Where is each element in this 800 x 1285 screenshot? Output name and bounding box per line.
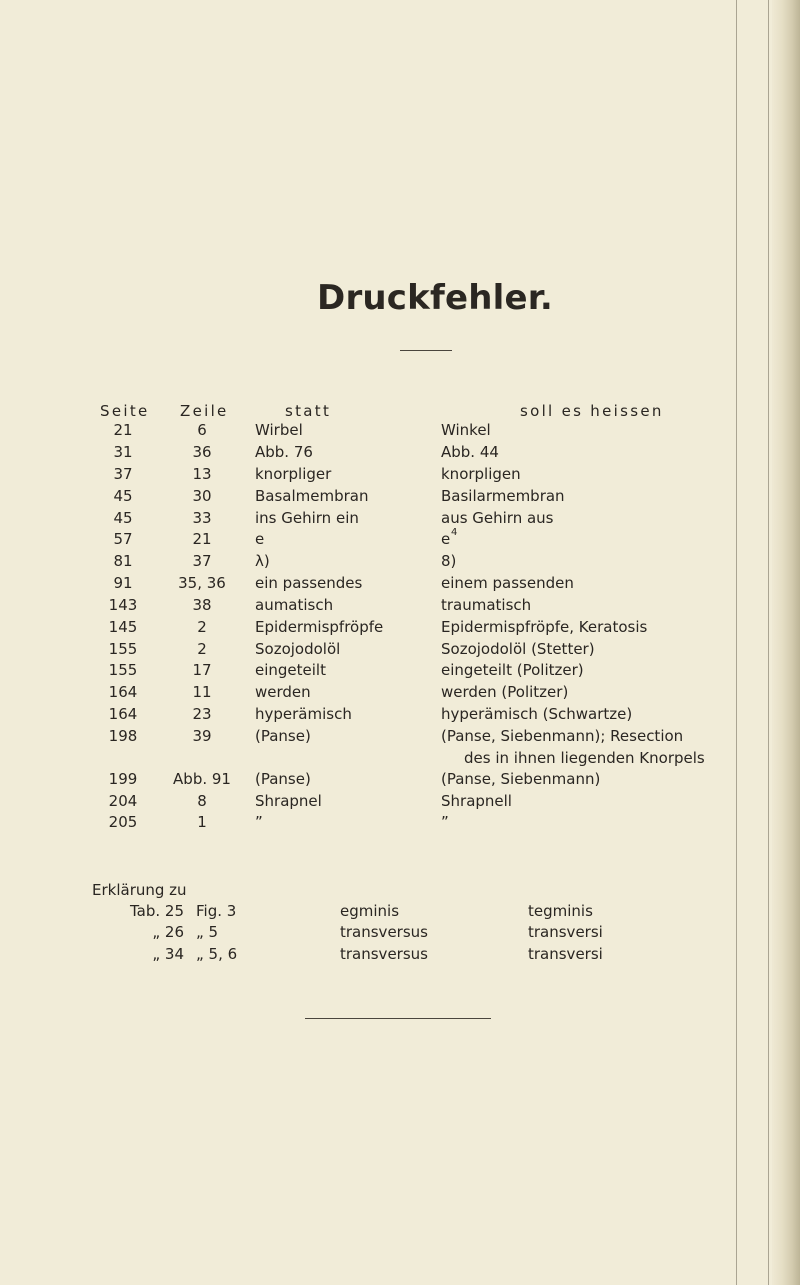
cell-instead: ein passendes <box>255 574 363 592</box>
cell-page: 91 <box>113 574 133 592</box>
cell-instead: e <box>255 530 265 548</box>
cell-instead: Wirbel <box>255 421 303 439</box>
cell-page: 143 <box>108 596 138 614</box>
cell-page: 31 <box>113 443 133 461</box>
cell-page: 155 <box>108 661 138 679</box>
erklaerung-heading: Erklärung zu <box>92 881 187 899</box>
cell-instead: eingeteilt <box>255 661 326 679</box>
cell-should: traumatisch <box>441 596 532 614</box>
cell-should: knorpligen <box>441 465 521 483</box>
cell-instead: ins Gehirn ein <box>255 509 359 527</box>
cell-should-continuation: des in ihnen liegenden Knorpels <box>464 749 705 767</box>
cell-line: 13 <box>192 465 212 483</box>
cell-line: 38 <box>192 596 212 614</box>
erklaerung-instead: egminis <box>340 902 400 920</box>
cell-should: Sozojodolöl (Stetter) <box>441 640 595 658</box>
cell-instead: (Panse) <box>255 727 311 745</box>
cell-should: (Panse, Siebenmann); Resection <box>441 727 684 745</box>
cell-should: einem passenden <box>441 574 574 592</box>
cell-instead: knorpliger <box>255 465 332 483</box>
cell-should: (Panse, Siebenmann) <box>441 770 601 788</box>
cell-page: 164 <box>108 683 138 701</box>
cell-line: 23 <box>192 705 212 723</box>
header-instead: statt <box>285 402 332 420</box>
cell-line: 2 <box>197 618 207 636</box>
cell-line: 11 <box>192 683 212 701</box>
cell-line: Abb. 91 <box>173 770 231 788</box>
cell-line: 33 <box>192 509 212 527</box>
title-rule <box>400 350 452 351</box>
cell-instead: λ) <box>255 552 270 570</box>
cell-instead: Epidermispfröpfe <box>255 618 384 636</box>
cell-instead: werden <box>255 683 311 701</box>
erklaerung-tab: „ 26 <box>152 923 184 941</box>
cell-line: 30 <box>192 487 212 505</box>
page-edge-line-2 <box>768 0 769 1285</box>
cell-instead: (Panse) <box>255 770 311 788</box>
cell-line: 36 <box>192 443 212 461</box>
cell-instead: hyperämisch <box>255 705 352 723</box>
cell-page: 164 <box>108 705 138 723</box>
cell-page: 37 <box>113 465 133 483</box>
erklaerung-fig: „ 5 <box>196 923 219 941</box>
cell-page: 81 <box>113 552 133 570</box>
page-edge-line-1 <box>736 0 737 1285</box>
cell-page: 45 <box>113 487 133 505</box>
cell-line: 2 <box>197 640 207 658</box>
erklaerung-should: transversi <box>528 945 603 963</box>
cell-instead: aumatisch <box>255 596 334 614</box>
cell-page: 199 <box>108 770 138 788</box>
cell-line: 21 <box>192 530 212 548</box>
cell-should: aus Gehirn aus <box>441 509 554 527</box>
header-should: soll es heissen <box>520 402 664 420</box>
cell-page: 155 <box>108 640 138 658</box>
cell-should-superscript: 4 <box>451 527 458 538</box>
cell-should: werden (Politzer) <box>441 683 569 701</box>
cell-instead: Abb. 76 <box>255 443 313 461</box>
cell-instead: ” <box>255 813 263 831</box>
cell-should: eingeteilt (Politzer) <box>441 661 584 679</box>
erklaerung-tab: Tab. 25 <box>129 902 184 920</box>
cell-should: 8) <box>441 552 457 570</box>
cell-should: Abb. 44 <box>441 443 499 461</box>
cell-page: 57 <box>113 530 133 548</box>
cell-should: ” <box>441 813 449 831</box>
cell-should: Shrapnell <box>441 792 512 810</box>
cell-line: 1 <box>197 813 207 831</box>
erklaerung-should: transversi <box>528 923 603 941</box>
cell-line: 37 <box>192 552 212 570</box>
cell-instead: Basalmembran <box>255 487 369 505</box>
cell-instead: Shrapnel <box>255 792 322 810</box>
cell-page: 204 <box>108 792 138 810</box>
erklaerung-should: tegminis <box>528 902 593 920</box>
erklaerung-fig: „ 5, 6 <box>196 945 238 963</box>
cell-page: 145 <box>108 618 138 636</box>
closing-rule <box>305 1018 491 1019</box>
cell-should: Winkel <box>441 421 491 439</box>
page-right-edge <box>772 0 800 1285</box>
cell-page: 21 <box>113 421 133 439</box>
cell-should: Basilarmembran <box>441 487 565 505</box>
cell-line: 39 <box>192 727 212 745</box>
cell-line: 6 <box>197 421 207 439</box>
cell-page: 45 <box>113 509 133 527</box>
cell-should: Epidermispfröpfe, Keratosis <box>441 618 648 636</box>
cell-should: hyperämisch (Schwartze) <box>441 705 633 723</box>
cell-should: e <box>441 530 451 548</box>
erklaerung-instead: transversus <box>340 945 428 963</box>
header-page: Seite <box>100 402 150 420</box>
cell-instead: Sozojodolöl <box>255 640 341 658</box>
cell-page: 205 <box>108 813 138 831</box>
cell-line: 35, 36 <box>178 574 226 592</box>
cell-line: 8 <box>197 792 207 810</box>
cell-page: 198 <box>108 727 138 745</box>
header-line: Zeile <box>180 402 229 420</box>
erklaerung-fig: Fig. 3 <box>196 902 237 920</box>
cell-line: 17 <box>192 661 212 679</box>
erklaerung-instead: transversus <box>340 923 428 941</box>
page-title: Druckfehler. <box>317 278 553 318</box>
erklaerung-tab: „ 34 <box>152 945 184 963</box>
